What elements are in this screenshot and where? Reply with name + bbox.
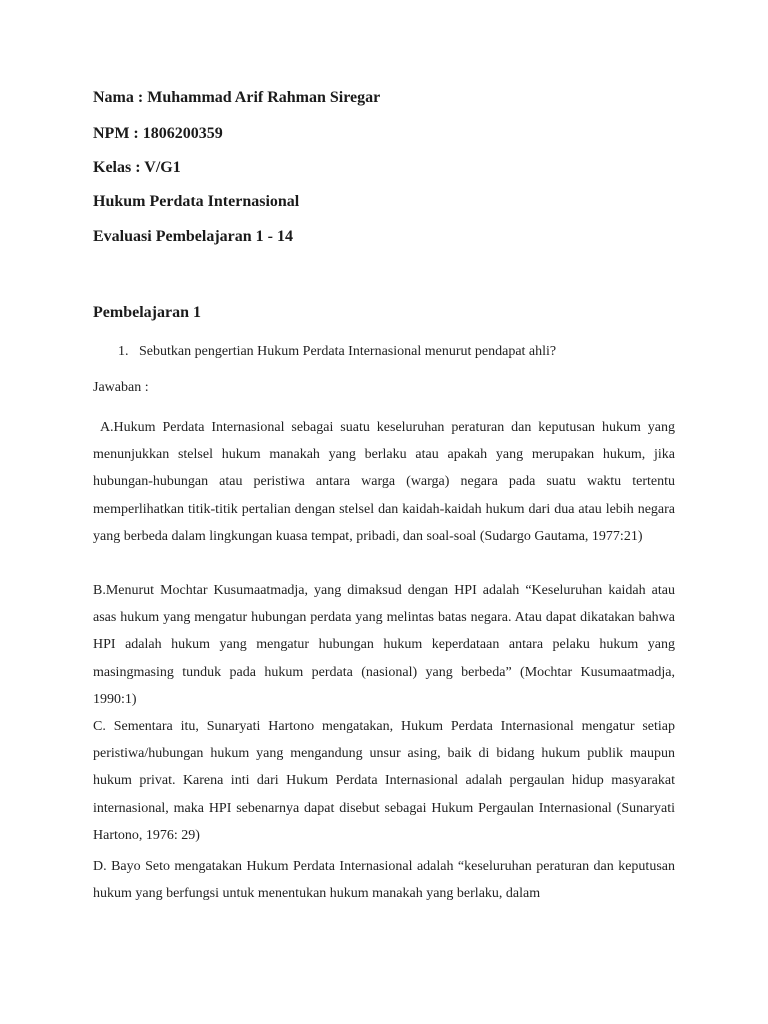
student-name: Nama : Muhammad Arif Rahman Siregar bbox=[93, 89, 381, 106]
question-number: 1. bbox=[118, 344, 129, 359]
answer-paragraph-b: B.Menurut Mochtar Kusumaatmadja, yang dimaksud dengan HPI adalah “Keseluruhan kaidah atau asas hukum yang mengatur hubungan perdata yang melintas batas negara. Atau dapat dikatakan bahwa HPI adalah hukum yang mengatur hubungan hukum keperdataan antara pelaku hukum yang masingmasing tunduk pada hukum perdata (nasional) yang berbeda” (Mochtar Kusumaatmadja, 1990:1) bbox=[93, 583, 675, 707]
answer-paragraph-d: D. Bayo Seto mengatakan Hukum Perdata Internasional adalah “keseluruhan peraturan dan keputusan hukum yang berfungsi untuk menentukan hukum manakah yang berlaku, dalam bbox=[93, 859, 675, 902]
question-text: Sebutkan pengertian Hukum Perdata Internasional menurut pendapat ahli? bbox=[139, 344, 557, 359]
answer-paragraph-a: A.Hukum Perdata Internasional sebagai suatu keseluruhan peraturan dan keputusan hukum yang menunjukkan stelsel hukum manakah yang berlaku atau apakah yang merupakan hukum, jika hubungan-hubungan atau peristiwa antara warga (warga) negara pada suatu waktu tertentu memperlihatkan titik-titik pertalian dengan stelsel dan kaidah-kaidah hukum dari dua atau lebih negara yang berbeda dalam lingkungan kuasa tempat, pribadi, dan soal-soal (Sudargo Gautama, 1977:21) bbox=[93, 420, 679, 544]
section-title: Pembelajaran 1 bbox=[93, 304, 201, 321]
student-class: Kelas : V/G1 bbox=[93, 159, 181, 176]
answer-label: Jawaban : bbox=[93, 380, 149, 395]
answer-paragraph-c: C. Sementara itu, Sunaryati Hartono mengatakan, Hukum Perdata Internasional mengatur setiap peristiwa/hubungan hukum yang mengandung unsur asing, baik di bidang hukum publik maupun hukum privat. Karena inti dari Hukum Perdata Internasional adalah pergaulan hidup masyarakat internasional, maka HPI sebenarnya dapat disebut sebagai Hukum Pergaulan Internasional (Sunaryati Hartono, 1976: 29) bbox=[93, 719, 675, 843]
course-title: Hukum Perdata Internasional bbox=[93, 193, 300, 210]
student-npm: NPM : 1806200359 bbox=[93, 125, 223, 142]
question-item bbox=[118, 342, 556, 362]
evaluation-title: Evaluasi Pembelajaran 1 - 14 bbox=[93, 228, 293, 245]
